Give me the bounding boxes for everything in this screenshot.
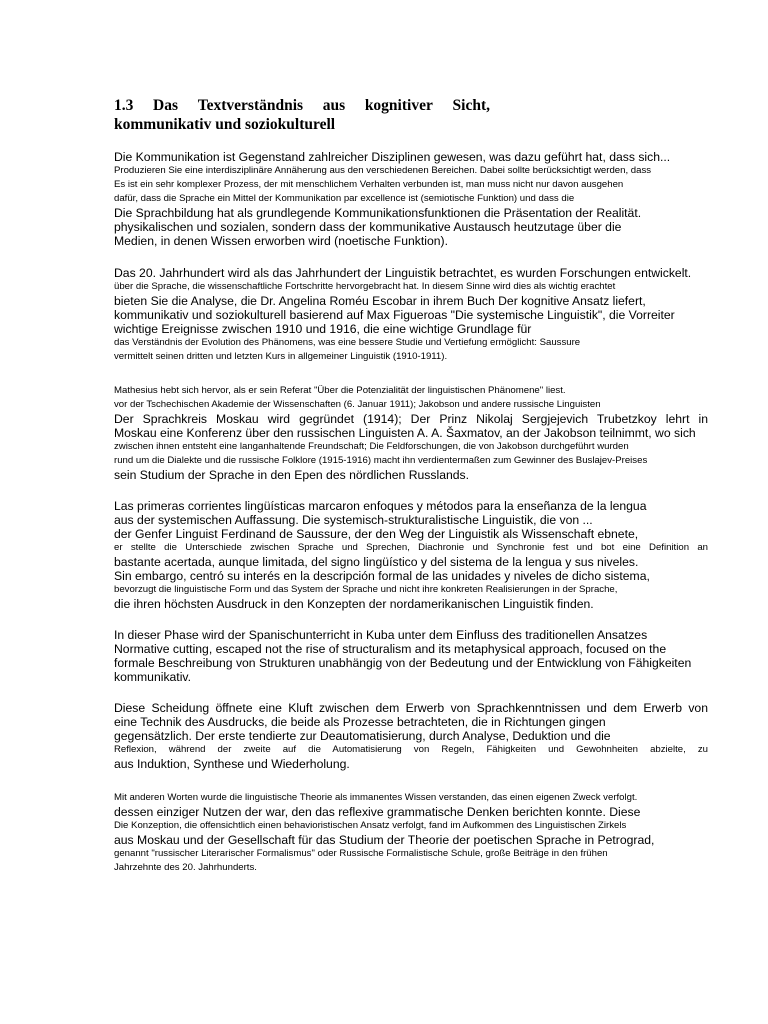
text-line: Jahrzehnte des 20. Jahrhunderts. (114, 862, 257, 873)
heading-word: Sicht, (452, 97, 490, 114)
text-line: genannt "russischer Literarischer Formalismus" oder Russische Formalistische Schule, große Beiträge in den frühen (114, 848, 608, 859)
text-line: Der Sprachkreis Moskau wird gegründet (1914); Der Prinz Nikolaj Sergjejevich Trubetzkoy lehrt in (114, 412, 708, 426)
text-line: vermittelt seinen dritten und letzten Kurs in allgemeiner Linguistik (1910-1911). (114, 351, 448, 362)
heading-word: kognitiver (364, 97, 433, 114)
text-line: kommunikativ. (114, 670, 191, 684)
heading-word: Textverständnis (197, 97, 304, 114)
text-line: Medien, in denen Wissen erworben wird (noetische Funktion). (114, 234, 448, 248)
paragraph (114, 150, 708, 248)
text-line: dessen einziger Nutzen der war, den das reflexive grammatische Denken berichten konnte. Diese (114, 805, 641, 819)
text-line: aus Moskau und der Gesellschaft für das Studium der Theorie der poetischen Sprache in Petrograd, (114, 833, 655, 847)
text-line: Mathesius hebt sich hervor, als er sein Referat "Über die Potenzialität der linguistischen Phänomene" liest. (114, 385, 566, 396)
text-line: das Verständnis der Evolution des Phänomens, was eine bessere Studie und Vertiefung ermöglicht: Saussure (114, 337, 581, 348)
heading-word: 1.3 (114, 97, 134, 114)
text-line: bastante acertada, aunque limitada, del signo lingüístico y del sistema de la lengua y sus niveles. (114, 555, 639, 569)
text-line: über die Sprache, die wissenschaftliche Fortschritte hervorgebracht hat. In diesem Sinne wird dies als wichtig erachtet (114, 281, 616, 292)
text-line: wichtige Ereignisse zwischen 1910 und 1916, die eine wichtige Grundlage für (114, 322, 532, 336)
text-line: Die Konzeption, die offensichtlich einen behavioristischen Ansatz verfolgt, fand im Aufkommen des Linguistischen Zirkels (114, 820, 627, 831)
text-line: Las primeras corrientes lingüísticas marcaron enfoques y métodos para la enseñanza de la lengua (114, 499, 647, 513)
text-line: bieten Sie die Analyse, die Dr. Angelina Roméu Escobar in ihrem Buch Der kognitive Ansatz liefert, (114, 294, 646, 308)
paragraph (114, 499, 708, 611)
text-line: Normative cutting, escaped not the rise of structuralism and its metaphysical approach, focused on the (114, 642, 667, 656)
text-line: Mit anderen Worten wurde die linguistische Theorie als immanentes Wissen verstanden, das einen eigenen Zweck verfolgt. (114, 792, 638, 803)
text-line: formale Beschreibung von Strukturen unabhängig von der Bedeutung und der Entwicklung von Fähigkeiten (114, 656, 692, 670)
text-line: er stellte die Unterschiede zwischen Sprache und Sprechen, Diachronie und Synchronie fest und bot eine Definition an (114, 542, 708, 553)
paragraph (114, 701, 708, 771)
text-line: bevorzugt die linguistische Form und das System der Sprache und nicht ihre konkreten Realisierungen in der Sprache, (114, 584, 618, 595)
text-line: rund um die Dialekte und die russische Folklore (1915-1916) macht ihn verdientermaßen zum Gewinner des Buslajev-Preises (114, 455, 648, 466)
body-text (114, 150, 708, 875)
text-line: vor der Tschechischen Akademie der Wissenschaften (6. Januar 1911); Jakobson und andere russische Linguisten (114, 399, 601, 410)
text-line: Sin embargo, centró su interés en la descripción formal de las unidades y niveles de dicho sistema, (114, 569, 650, 583)
text-line: kommunikativ und soziokulturell basierend auf Max Figueroas "Die systemische Linguistik", die Vorreiter (114, 308, 675, 322)
text-line: dafür, dass die Sprache ein Mittel der Kommunikation par excellence ist (semiotische Funktion) und dass die (114, 193, 575, 204)
text-line: Produzieren Sie eine interdisziplinäre Annäherung aus den verschiedenen Bereichen. Dabei sollte berücksichtigt werden, dass (114, 165, 652, 176)
text-line: In dieser Phase wird der Spanischunterricht in Kuba unter dem Einfluss des traditionellen Ansatzes (114, 628, 648, 642)
heading-word: aus (322, 97, 346, 114)
text-line: Die Sprachbildung hat als grundlegende Kommunikationsfunktionen die Präsentation der Realität. (114, 206, 642, 220)
text-line: der Genfer Linguist Ferdinand de Saussure, der den Weg der Linguistik als Wissenschaft ebnete, (114, 527, 639, 541)
paragraph (114, 791, 708, 875)
text-line: Das 20. Jahrhundert wird als das Jahrhundert der Linguistik betrachtet, es wurden Forschungen entwickelt. (114, 266, 692, 280)
text-line: Reflexion, während der zweite auf die Automatisierung von Regeln, Fähigkeiten und Gewohnheiten abzielte, zu (114, 744, 708, 755)
paragraph (114, 266, 708, 364)
heading-line-1 (114, 96, 490, 115)
heading-line-2: kommunikativ und soziokulturell (114, 116, 336, 133)
paragraph (114, 384, 708, 482)
text-line: aus der systemischen Auffassung. Die systemisch-strukturalistische Linguistik, die von ... (114, 513, 593, 527)
text-line: zwischen ihnen entsteht eine langanhaltende Freundschaft; Die Feldforschungen, die von Jakobson durchgeführt wurden (114, 441, 629, 452)
text-line: sein Studium der Sprache in den Epen des nördlichen Russlands. (114, 468, 470, 482)
heading-word: Das (153, 97, 179, 114)
text-line: gegensätzlich. Der erste tendierte zur Deautomatisierung, durch Analyse, Deduktion und die (114, 729, 611, 743)
document-page (114, 96, 708, 890)
text-line: Moskau eine Konferenz über den russischen Linguisten A. A. Šaxmatov, an der Jakobson teilnimmt, wo sich (114, 426, 696, 440)
paragraph (114, 628, 708, 684)
section-heading (114, 96, 708, 134)
text-line: eine Technik des Ausdrucks, die beide als Prozesse betrachteten, die in Richtungen gingen (114, 715, 606, 729)
text-line: Diese Scheidung öffnete eine Kluft zwischen dem Erwerb von Sprachkenntnissen und dem Erwerb von (114, 701, 708, 715)
text-line: Es ist ein sehr komplexer Prozess, der mit menschlichem Verhalten verbunden ist, man muss nicht nur davon ausgehen (114, 179, 624, 190)
text-line: Die Kommunikation ist Gegenstand zahlreicher Disziplinen gewesen, was dazu geführt hat, dass sich... (114, 150, 671, 164)
text-line: die ihren höchsten Ausdruck in den Konzepten der nordamerikanischen Linguistik finden. (114, 597, 594, 611)
text-line: aus Induktion, Synthese und Wiederholung. (114, 757, 350, 771)
text-line: physikalischen und sozialen, sondern dass der kommunikative Austausch heutzutage über die (114, 220, 622, 234)
